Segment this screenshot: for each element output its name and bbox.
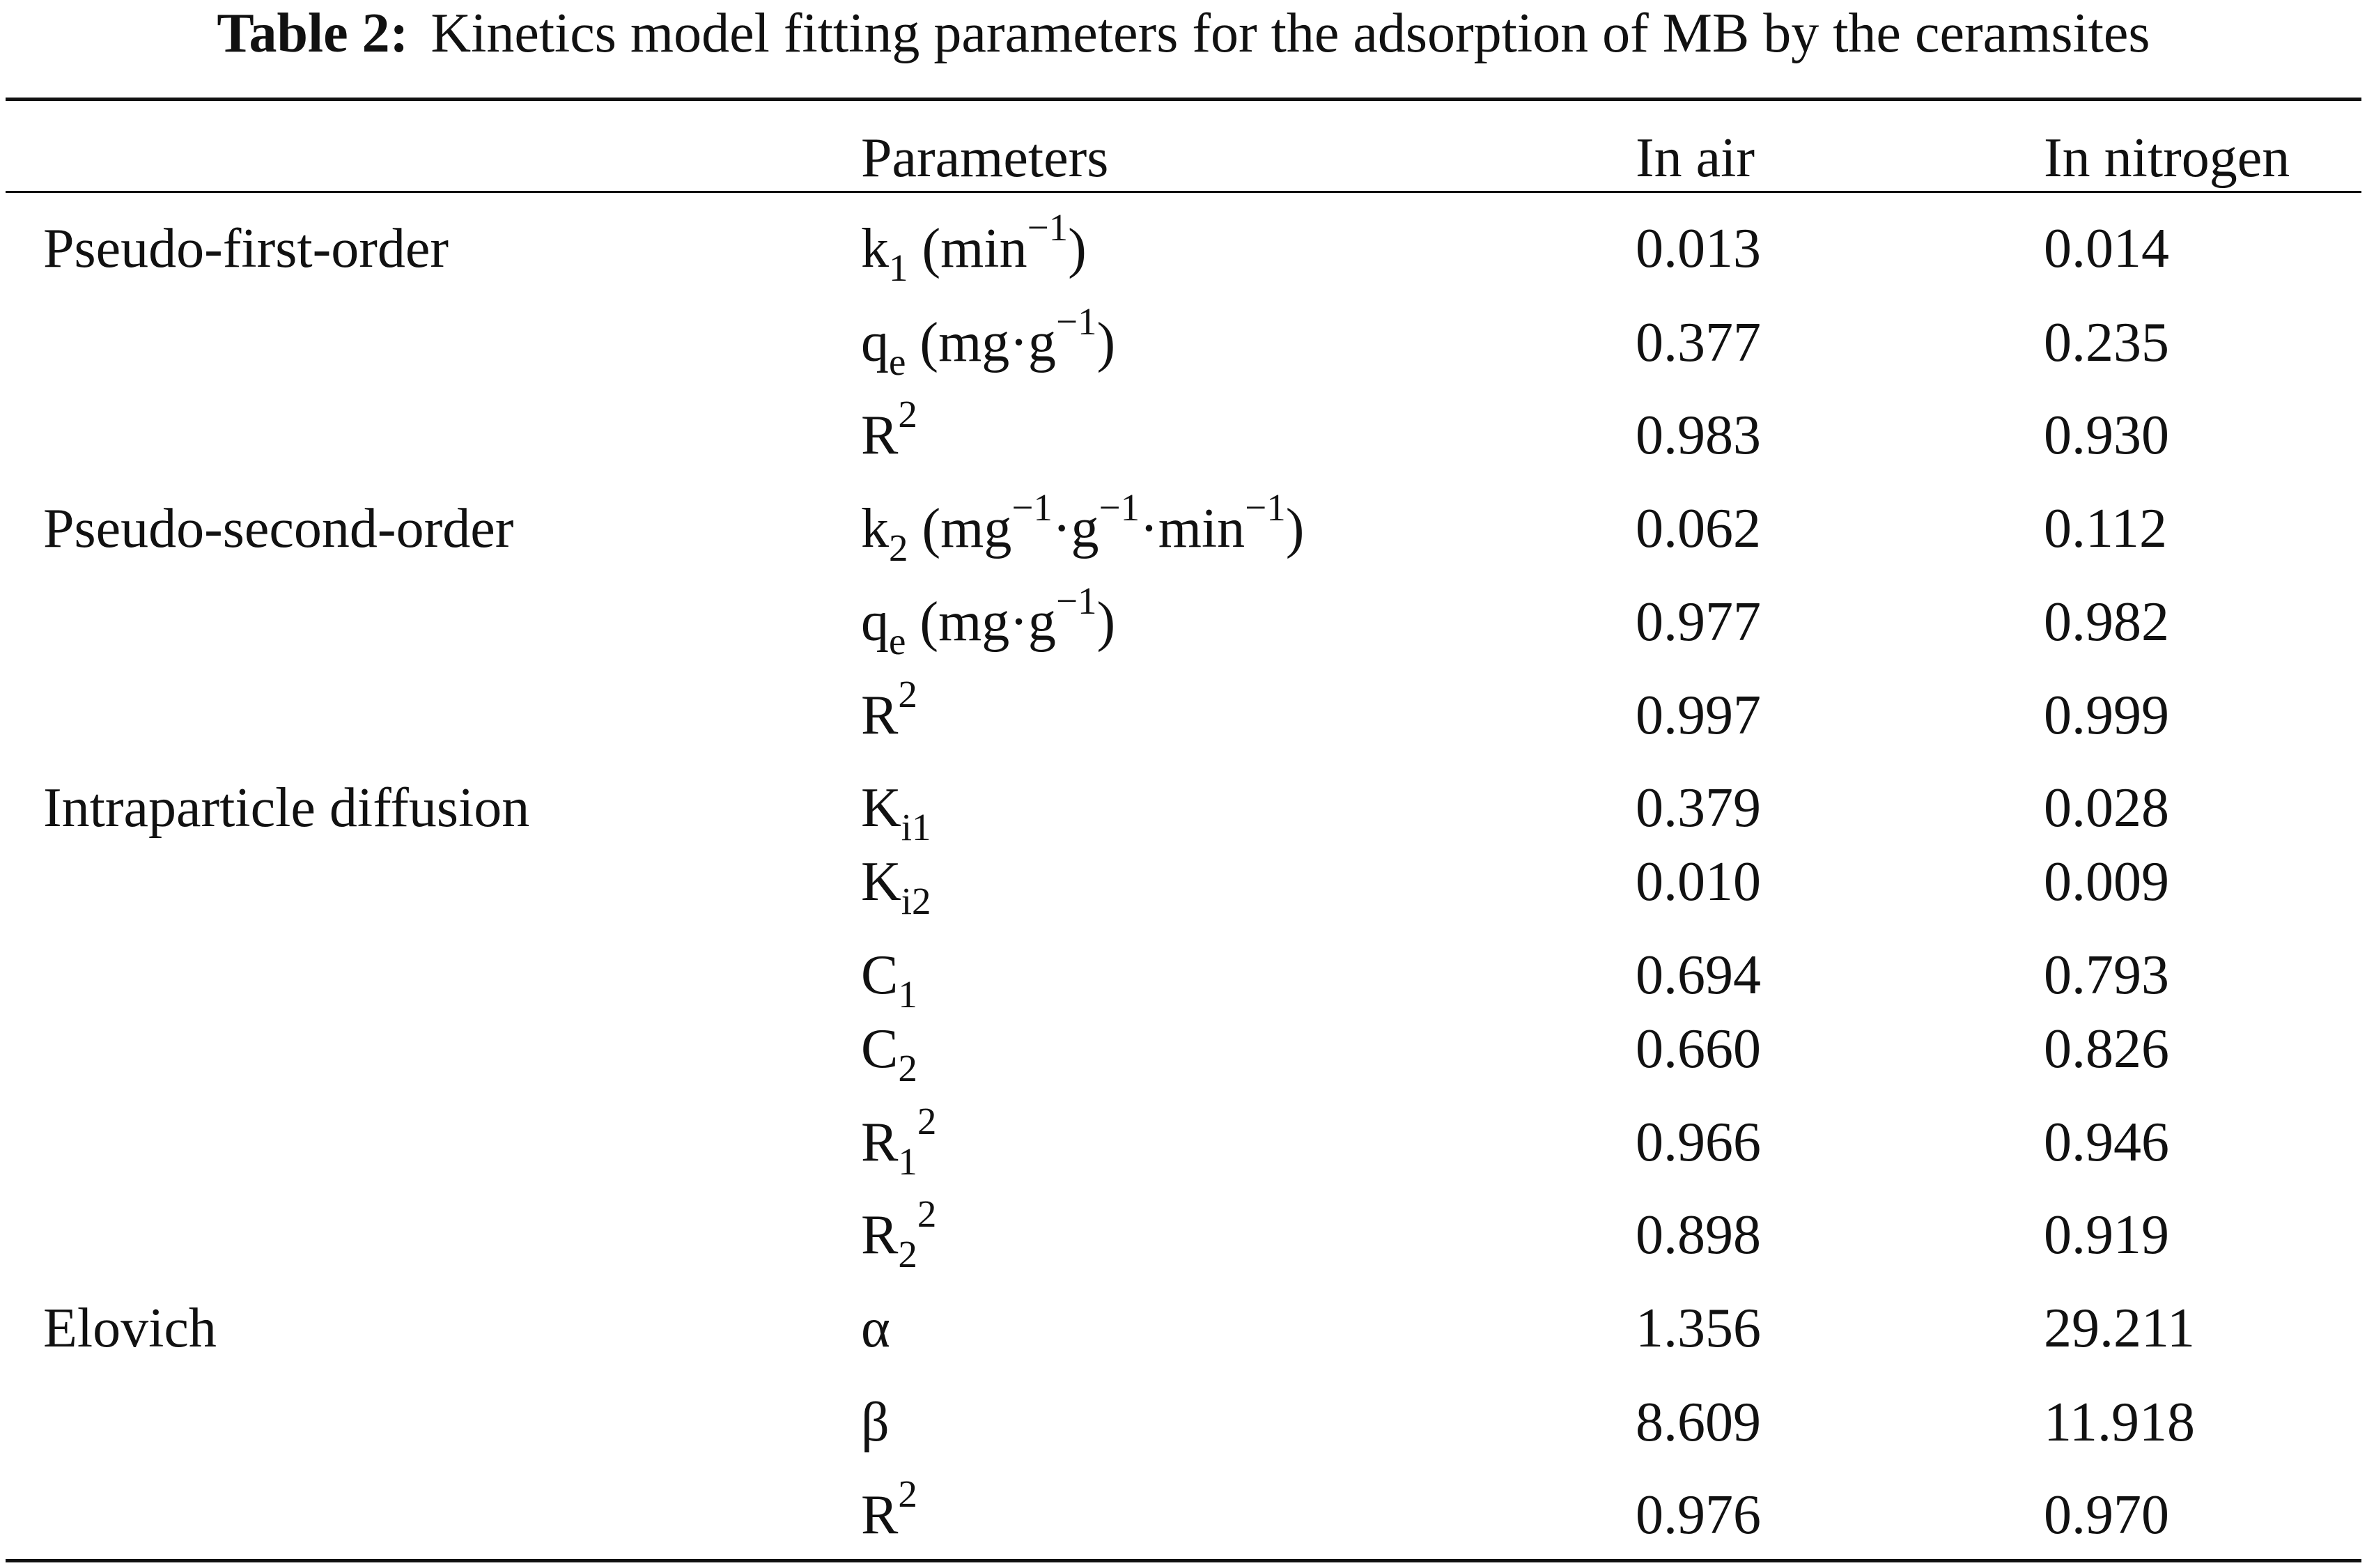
table-caption [0, 0, 2367, 67]
in-air-value: 0.379 [1636, 777, 1761, 839]
parameter-symbol: R [861, 685, 899, 746]
parameter-superscript: −1 [1011, 486, 1053, 529]
in-nitrogen-value: 11.918 [2044, 1392, 2196, 1453]
in-nitrogen-value: 0.999 [2044, 685, 2169, 746]
parameter-symbol: q [861, 312, 889, 373]
parameter-unit: (mg·g [906, 312, 1056, 373]
parameter-symbol: R [861, 1204, 899, 1266]
parameter-unit: (mg [908, 498, 1012, 559]
in-air-value: 8.609 [1636, 1392, 1761, 1453]
parameter-subscript: i2 [901, 880, 931, 922]
in-air-value: 0.377 [1636, 312, 1761, 373]
parameter-unit: (mg·g [906, 591, 1056, 653]
parameter-cell [861, 393, 917, 466]
parameter-symbol: q [861, 591, 889, 653]
in-nitrogen-value: 0.930 [2044, 405, 2169, 466]
model-name-cell: Elovich [43, 1298, 217, 1359]
in-nitrogen-value: 0.014 [2044, 218, 2169, 279]
parameter-superscript: −1 [1027, 206, 1069, 249]
parameter-symbol: C [861, 1018, 899, 1080]
parameter-subscript: 2 [898, 1233, 917, 1275]
parameter-symbol: K [861, 851, 901, 913]
parameter-cell [861, 1100, 937, 1183]
top-rule [6, 98, 2361, 101]
parameter-superscript: −1 [1055, 300, 1097, 343]
in-nitrogen-value: 0.235 [2044, 312, 2169, 373]
in-nitrogen-value: 0.112 [2044, 498, 2168, 559]
parameter-subscript: 1 [898, 1140, 917, 1183]
parameter-unit-close: ) [1096, 312, 1116, 373]
in-air-value: 0.660 [1636, 1018, 1761, 1080]
bottom-rule [6, 1559, 2361, 1562]
parameter-superscript: 2 [917, 1100, 937, 1142]
parameter-symbol: C [861, 945, 899, 1006]
parameter-cell [861, 580, 1116, 662]
in-air-value: 0.013 [1636, 218, 1761, 279]
parameter-cell [861, 206, 1087, 289]
in-air-value: 0.010 [1636, 851, 1761, 913]
in-nitrogen-value: 0.793 [2044, 945, 2169, 1006]
parameter-cell [861, 486, 1305, 569]
in-nitrogen-value: 29.211 [2044, 1298, 2196, 1359]
parameter-subscript: e [889, 620, 906, 662]
parameter-unit-close: ) [1096, 591, 1116, 653]
header-rule [6, 191, 2361, 193]
parameter-unit-close: ) [1285, 498, 1305, 559]
parameter-cell [861, 1018, 917, 1089]
parameter-superscript: 2 [898, 393, 917, 435]
in-air-value: 0.983 [1636, 405, 1761, 466]
parameter-superscript: −1 [1245, 486, 1286, 529]
in-air-value: 0.694 [1636, 945, 1761, 1006]
parameter-unit: ·g [1052, 498, 1099, 559]
parameter-cell [861, 673, 917, 746]
in-nitrogen-value: 0.009 [2044, 851, 2169, 913]
table-title: Kinetics model fitting parameters for the adsorption of MB by the ceramsites [430, 3, 2150, 64]
parameter-subscript: 2 [889, 527, 908, 569]
parameter-superscript: 2 [898, 673, 917, 715]
parameter-symbol: k [861, 498, 889, 559]
parameter-symbol: β [861, 1392, 890, 1453]
parameter-subscript: 2 [898, 1047, 917, 1089]
parameter-unit-close: ) [1068, 218, 1087, 279]
parameter-symbol: R [861, 405, 899, 466]
parameter-cell [861, 1193, 937, 1275]
header-in-nitrogen: In nitrogen [2044, 127, 2290, 189]
parameter-symbol: K [861, 777, 901, 839]
in-air-value: 0.977 [1636, 591, 1761, 653]
header-in-air: In air [1636, 127, 1755, 189]
in-nitrogen-value: 0.028 [2044, 777, 2169, 839]
in-air-value: 0.062 [1636, 498, 1761, 559]
in-air-value: 0.976 [1636, 1484, 1761, 1546]
parameter-subscript: 1 [889, 247, 908, 289]
parameter-unit: (min [908, 218, 1027, 279]
parameter-symbol: α [861, 1298, 890, 1359]
parameter-cell [861, 1392, 890, 1453]
table-label: Table 2: [217, 3, 409, 64]
in-nitrogen-value: 0.982 [2044, 591, 2169, 653]
parameter-subscript: e [889, 341, 906, 383]
in-nitrogen-value: 0.826 [2044, 1018, 2169, 1080]
model-name-cell: Pseudo-first-order [43, 218, 449, 279]
in-nitrogen-value: 0.946 [2044, 1112, 2169, 1173]
parameter-superscript: 2 [917, 1193, 937, 1235]
in-air-value: 0.966 [1636, 1112, 1761, 1173]
in-nitrogen-value: 0.970 [2044, 1484, 2169, 1546]
parameter-cell [861, 1298, 890, 1359]
in-nitrogen-value: 0.919 [2044, 1204, 2169, 1266]
model-name-cell: Intraparticle diffusion [43, 777, 530, 839]
parameter-subscript: 1 [898, 973, 917, 1016]
parameter-symbol: R [861, 1484, 899, 1546]
parameter-symbol: k [861, 218, 889, 279]
in-air-value: 0.898 [1636, 1204, 1761, 1266]
parameter-cell [861, 851, 931, 922]
parameter-unit: ·min [1140, 498, 1245, 559]
parameter-cell [861, 945, 917, 1016]
parameter-superscript: −1 [1055, 580, 1097, 622]
model-name-cell: Pseudo-second-order [43, 498, 514, 559]
parameter-subscript: i1 [901, 806, 931, 848]
in-air-value: 0.997 [1636, 685, 1761, 746]
parameter-cell [861, 1473, 917, 1546]
parameter-cell [861, 777, 931, 848]
parameter-cell [861, 300, 1116, 383]
parameter-superscript: −1 [1099, 486, 1140, 529]
in-air-value: 1.356 [1636, 1298, 1761, 1359]
header-parameters: Parameters [861, 127, 1109, 189]
parameter-superscript: 2 [898, 1473, 917, 1515]
parameter-symbol: R [861, 1112, 899, 1173]
